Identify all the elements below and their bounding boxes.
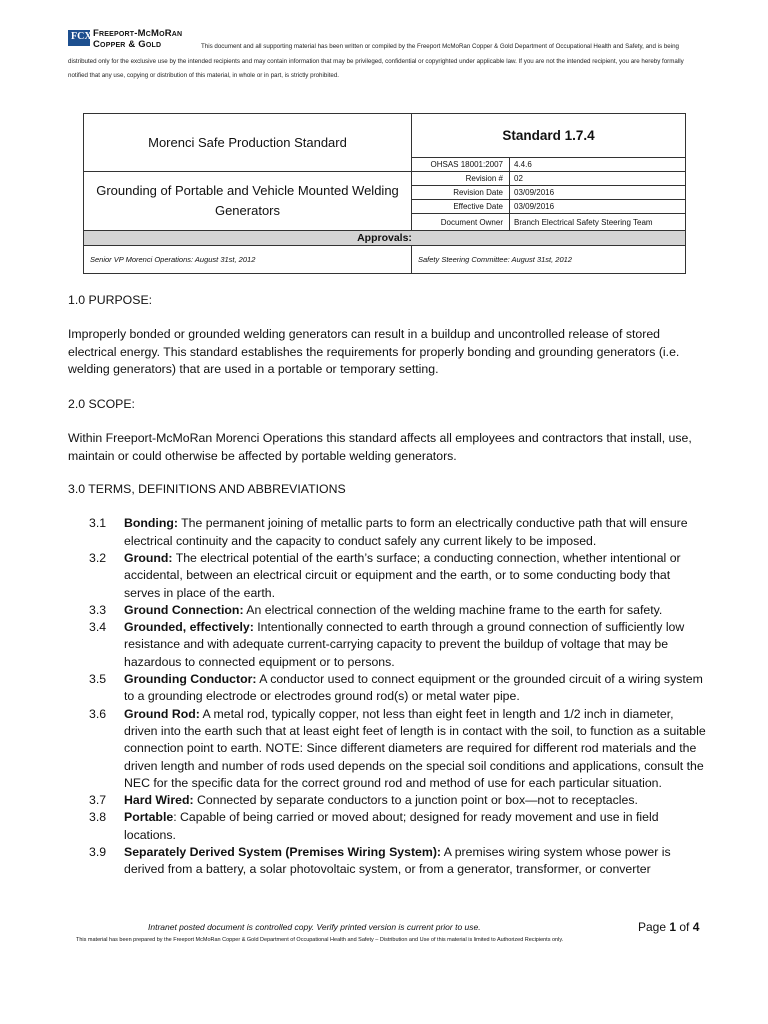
scope-text: Within Freeport-McMoRan Morenci Operations this standard affects all employees and contractors that install, use, maintain or could otherwise be affected by portable welding generators. (68, 431, 692, 463)
document-subtitle: Grounding of Portable and Vehicle Mounted Welding Generators (84, 172, 412, 231)
page-number: Page 1 of 4 (638, 920, 700, 934)
fcx-logo-icon: FCX (68, 30, 90, 46)
approvals-label: Approvals: (84, 231, 686, 246)
meta-label: OHSAS 18001:2007 (412, 158, 510, 172)
definition-item: 3.8 Portable: Capable of being carried or moved about; designed for ready movement and use in field locations. (89, 810, 659, 842)
definition-item: 3.9 Separately Derived System (Premises Wiring System): A premises wiring system whose power is derived from a battery, a solar photovoltaic system, or from a generator, transformer, or converter (89, 845, 671, 877)
meta-value: 03/09/2016 (510, 200, 686, 214)
document-body (68, 292, 708, 879)
meta-label: Revision # (412, 172, 510, 186)
meta-value: 02 (510, 172, 686, 186)
meta-value: 03/09/2016 (510, 186, 686, 200)
purpose-text: Improperly bonded or grounded welding generators can result in a buildup and uncontrolled release of stored electrical energy. This standard establishes the requirements for properly bonding and grounding generators (i.e. welding generators) that are used in a portable or temporary setting. (68, 327, 680, 376)
definition-item: 3.6 Ground Rod: A metal rod, typically copper, not less than eight feet in length and 1/2 inch in diameter, driven into the earth such that at least eight feet of length is in contact with the soil, to function as a suitable connection point to earth. NOTE: Since different diameters are required for different rod materials and the driven length and number of rods used depends on the special soil conditions and applications, consult the NEC for the specific data for the correct ground rod and method of use for each particular situation. (89, 706, 706, 790)
section-heading-terms: 3.0 TERMS, DEFINITIONS AND ABBREVIATIONS (68, 482, 346, 497)
distribution-notice: This material has been prepared by the Freeport McMoRan Copper & Gold Department of Occupational Health and Safety – Distribution and Use of this material is limited to Authorized Recipients only. (76, 937, 564, 943)
meta-label: Document Owner (412, 214, 510, 231)
meta-label: Revision Date (412, 186, 510, 200)
definition-item: 3.1 Bonding: The permanent joining of metallic parts to form an electrically conductive path that will ensure electrical continuity and the capacity to conduct safely any current likely to be imposed. (89, 516, 688, 548)
definition-item: 3.5 Grounding Conductor: A conductor used to connect equipment or the grounded circuit of a wiring system to a grounding electrode or electrodes ground rod(s) or metal water pipe. (89, 672, 703, 704)
section-heading-purpose: 1.0 PURPOSE: (68, 293, 153, 307)
section-heading-scope: 2.0 SCOPE: (68, 397, 135, 412)
definition-item: 3.7 Hard Wired: Connected by separate conductors to a junction point or box—not to receptacles. (89, 793, 638, 808)
meta-value: Branch Electrical Safety Steering Team (510, 214, 686, 231)
logo-line-2: Copper & Gold (93, 39, 162, 50)
definition-item: 3.2 Ground: The electrical potential of the earth’s surface; a conducting connection, whether intentional or accidental, between an electrical circuit or equipment and the earth, or to some conducting body that serves in place of the earth. (89, 550, 681, 600)
definition-item: 3.4 Grounded, effectively: Intentionally connected to earth through a ground connection of sufficiently low resistance and with adequate current-carrying capacity to prevent the buildup of voltage that may be hazardous to connected equipment or to persons. (89, 620, 685, 669)
document-header-table (83, 113, 686, 274)
approval-senior-vp: Senior VP Morenci Operations: August 31st, 2012 (84, 246, 412, 274)
logo-line-1: Freeport-McMoRan (93, 28, 183, 39)
approval-safety-committee: Safety Steering Committee: August 31st, 2012 (412, 246, 686, 274)
controlled-copy-note: Intranet posted document is controlled copy. Verify printed version is current prior to use. (148, 922, 481, 932)
confidentiality-disclaimer: This document and all supporting material has been written or compiled by the Freeport McMoRan Copper & Gold Department of Occupational Health and Safety, and is being distributed only for the exclusive use by the intended recipients and may contain information that may be privileged, confidential or copyrighted under applicable law. If you are not the intended recipient, you are hereby formally notified that any use, copying or distribution of this material, in whole or in part, is strictly prohibited. (68, 43, 684, 79)
document-title: Morenci Safe Production Standard (84, 114, 412, 172)
definition-item: 3.3 Ground Connection: An electrical connection of the welding machine frame to the earth for safety. (89, 602, 663, 617)
standard-number: Standard 1.7.4 (412, 114, 686, 158)
meta-value: 4.4.6 (510, 158, 686, 172)
meta-label: Effective Date (412, 200, 510, 214)
